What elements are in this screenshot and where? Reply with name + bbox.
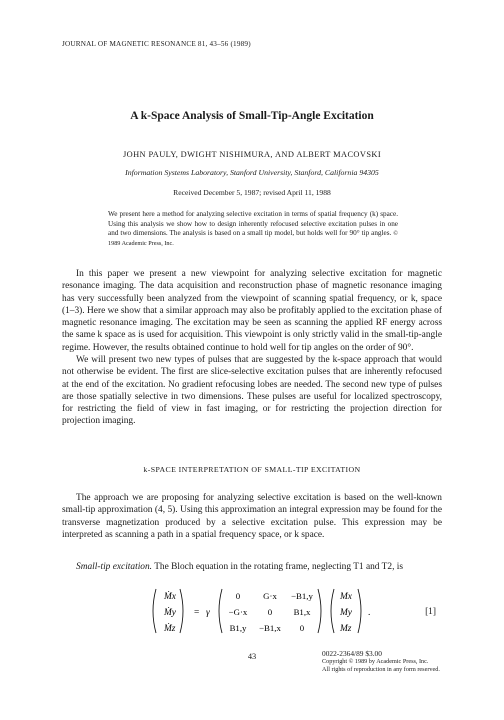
article-title: A k-Space Analysis of Small-Tip-Angle Excitation: [130, 110, 374, 122]
running-head: JOURNAL OF MAGNETIC RESONANCE 81, 43–56 (1989): [62, 40, 251, 48]
matrix-cell: B1,y: [229, 623, 247, 633]
section-heading: k-SPACE INTERPRETATION OF SMALL-TIP EXCITATION: [143, 465, 361, 474]
section-paragraph-2: [62, 561, 442, 573]
bloch-equation: [150, 586, 446, 636]
equals-sign: =: [194, 608, 200, 618]
paragraph-text: We will present two new types of pulses that are suggested by the k-space approach that would not otherwise be evident. The first are slice-selective excitation pulses that are inherently refocused at the end of the excitation. No gradient refocusing lobes are needed. The second new type of pulses are those spatially selective in two dimensions. These pulses are useful for localized spectroscopy, for restricting the field of view in fast imaging, or for restricting the projection direction for projection imaging.: [62, 355, 442, 427]
author-list: JOHN PAULY, DWIGHT NISHIMURA, AND ALBERT MACOVSKI: [122, 150, 382, 159]
matrix-left-paren: [219, 589, 222, 633]
paragraph-rest: The Bloch equation in the rotating frame, neglecting T1 and T2, is: [152, 562, 404, 572]
matrix-cell: −B1,x: [259, 623, 281, 633]
page-number: 43: [247, 652, 257, 661]
matrix-cell: −G·x: [228, 607, 248, 617]
lhs-entry: Ṁx: [164, 592, 176, 602]
intro-paragraph-1: [62, 268, 442, 354]
rights-line: All rights of reproduction in any form reserved.: [322, 666, 440, 674]
rhs-entry: My: [340, 608, 352, 618]
equation-period: .: [368, 608, 371, 618]
received-dates: Received December 5, 1987; revised April 11, 1988: [173, 188, 331, 197]
lhs-right-paren: [180, 589, 183, 633]
affiliation: Information Systems Laboratory, Stanford University, Stanford, California 94305: [125, 168, 379, 177]
rhs-left-paren: [331, 589, 334, 633]
paragraph-text: [62, 561, 442, 573]
abstract-copyright: © 1989 Academic Press, Inc.: [108, 230, 398, 247]
equation-graphic: [150, 586, 400, 636]
copyright-block: [322, 650, 452, 675]
section-paragraph-1: [62, 492, 442, 541]
lhs-entry: Ṁy: [164, 608, 176, 618]
copyright-line: Copyright © 1989 by Academic Press, Inc.: [322, 658, 429, 666]
matrix-cell: 0: [267, 607, 273, 617]
paragraph-text: In this paper we present a new viewpoint for analyzing selective excitation for magnetic resonance imaging. The data acquisition and reconstruction phase of magnetic resonance imaging has very successfully been analyzed from the viewpoint of scanning spatial frequency, or k, space (1–3). Here we show that a similar approach may also be profitably applied to the excitation phase of magnetic resonance imaging. The excitation may be seen as scanning the applied RF energy across the same k space as is used for acquisition. This viewpoint is only strictly valid in the small-tip-angle regime. However, the results obtained continue to hold well for tip angles on the order of 90°.: [62, 269, 442, 353]
rhs-right-paren: [358, 589, 361, 633]
rhs-entry: Mx: [340, 592, 352, 602]
paragraph-text: The approach we are proposing for analyzing selective excitation is based on the well-known small-tip approximation (4, 5). Using this approximation an integral expression may be found for the transverse magnetization produced by a selective excitation pulse. This expression may be interpreted as scanning a path in a spatial frequency space, or k space.: [62, 493, 442, 540]
equation-number: [1]: [425, 607, 436, 617]
matrix-cell: B1,x: [293, 607, 311, 617]
lhs-left-paren: [153, 589, 156, 633]
matrix-cell: −B1,y: [291, 591, 313, 601]
abstract-text: We present here a method for analyzing selective excitation in terms of spatial frequency (k) space. Using this analysis we show how to design inherently refocused selective excitation pulses in one and two dimensions. The analysis is based on a small tip model, but holds well for 90° tip angles.: [108, 210, 398, 237]
matrix-cell: 0: [235, 591, 241, 601]
matrix-cell: 0: [299, 623, 305, 633]
rhs-entry: Mz: [340, 624, 352, 634]
run-in-heading: Small-tip excitation.: [76, 562, 153, 572]
matrix-right-paren: [318, 589, 321, 633]
gamma-symbol: γ: [206, 608, 210, 618]
issn-price: 0022-2364/89 $3.00: [322, 649, 382, 658]
intro-paragraph-2: [62, 354, 442, 428]
abstract: [108, 210, 398, 248]
matrix-cell: G·x: [263, 591, 277, 601]
lhs-entry: Ṁz: [164, 624, 176, 634]
